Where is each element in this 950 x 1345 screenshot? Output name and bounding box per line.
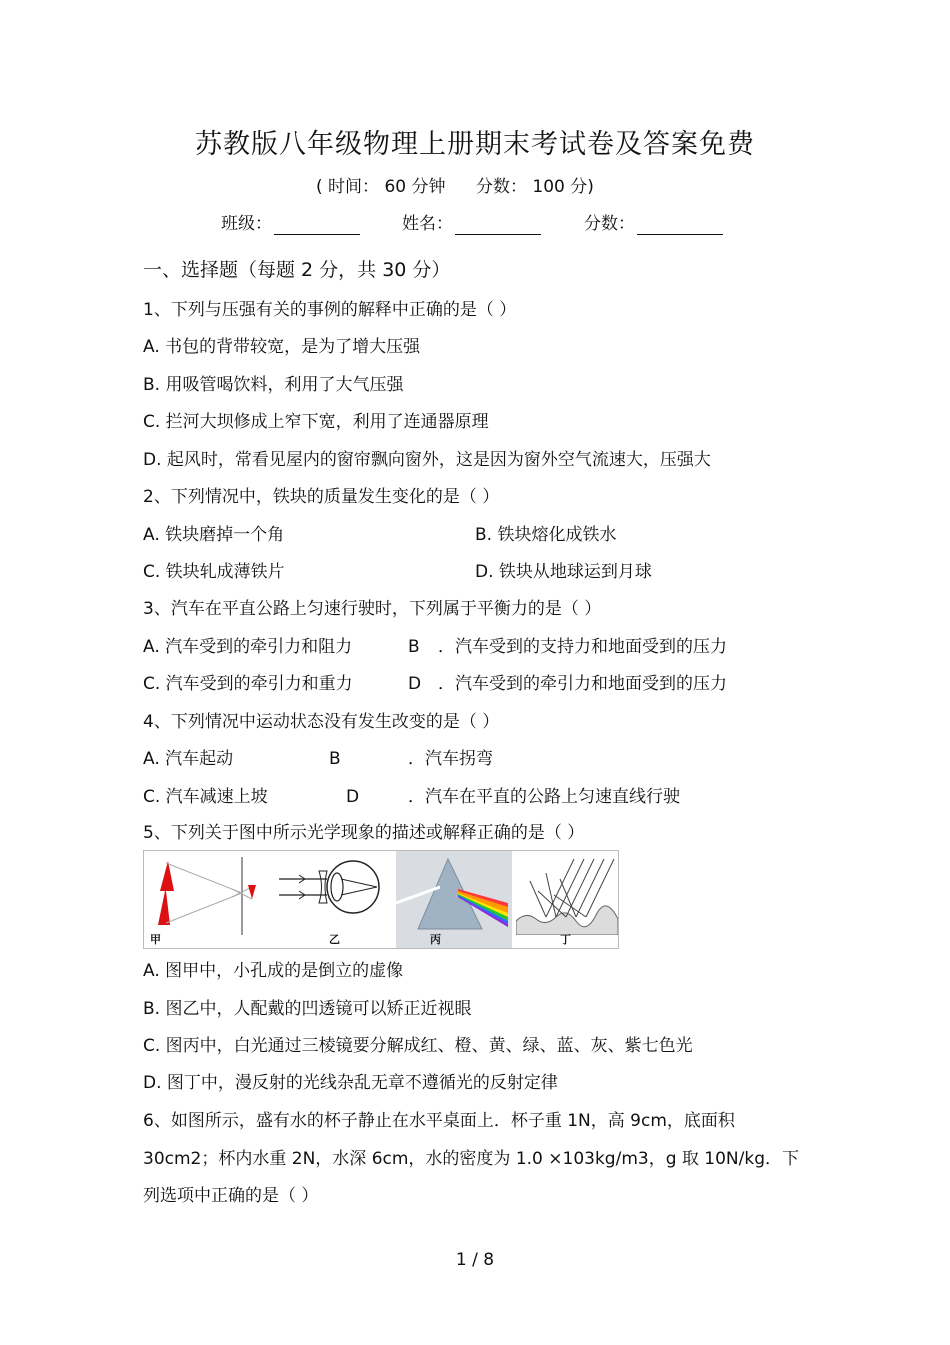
pinhole-diagram: [144, 851, 264, 948]
question-3-option-d-letter: D: [408, 674, 422, 694]
question-2-option-d: D. 铁块从地球运到月球: [475, 562, 652, 582]
exam-time: ( 时间： 60 分钟: [316, 177, 446, 197]
optics-figure: [143, 850, 619, 949]
question-1-option-c: C. 拦河大坝修成上窄下宽，利用了连通器原理: [143, 412, 489, 432]
question-3-stem: 3、汽车在平直公路上匀速行驶时，下列属于平衡力的是（ ）: [143, 599, 602, 619]
question-2-option-c: C. 铁块轧成薄铁片: [143, 562, 285, 582]
question-6-line-2: 30cm2；杯内水重 2N，水深 6cm，水的密度为 1.0 ×103kg/m3，g 取 10N/kg．下: [143, 1149, 800, 1169]
question-1-option-b: B. 用吸管喝饮料，利用了大气压强: [143, 375, 404, 395]
question-4-option-c: C. 汽车减速上坡: [143, 787, 268, 807]
question-3-option-c: C. 汽车受到的牵引力和重力: [143, 674, 353, 694]
question-5-stem: 5、下列关于图中所示光学现象的描述或解释正确的是（ ）: [143, 823, 585, 843]
question-5-option-c: C. 图丙中，白光通过三棱镜要分解成红、橙、黄、绿、蓝、灰、紫七色光: [143, 1036, 693, 1056]
question-3-option-b: ．汽车受到的支持力和地面受到的压力: [438, 637, 727, 657]
exam-score: 分数： 100 分): [476, 177, 594, 197]
class-field: [221, 213, 360, 235]
question-4-option-a: A. 汽车起动: [143, 749, 234, 769]
question-4-option-b: ．汽车拐弯: [408, 749, 493, 769]
page-number: 1 / 8: [455, 1250, 495, 1270]
caption-bing: 丙: [430, 933, 441, 946]
prism-diagram: [396, 851, 512, 935]
figure-panel-bing: [396, 851, 512, 948]
figure-panel-ding: [516, 851, 618, 948]
question-4-option-b-letter: B: [329, 749, 341, 769]
question-2-stem: 2、下列情况中，铁块的质量发生变化的是（ ）: [143, 487, 500, 507]
question-6-line-3: 列选项中正确的是（ ）: [143, 1186, 319, 1206]
name-field: [402, 213, 541, 235]
question-2-option-a: A. 铁块磨掉一个角: [143, 525, 285, 545]
caption-jia: 甲: [150, 933, 161, 946]
section-heading: 一、选择题（每题 2 分，共 30 分）: [143, 259, 451, 281]
question-1-option-a: A. 书包的背带较宽，是为了增大压强: [143, 337, 421, 357]
question-4-option-d-letter: D: [346, 787, 360, 807]
question-5-option-d: D. 图丁中，漫反射的光线杂乱无章不遵循光的反射定律: [143, 1073, 558, 1093]
question-4-option-d: ．汽车在平直的公路上匀速直线行驶: [408, 787, 680, 807]
class-label: 班级：: [221, 214, 272, 234]
question-1-stem: 1、下列与压强有关的事例的解释中正确的是（ ）: [143, 300, 517, 320]
question-2-option-b: B. 铁块熔化成铁水: [475, 525, 617, 545]
score-field: [584, 213, 723, 235]
question-3-option-d: ．汽车受到的牵引力和地面受到的压力: [438, 674, 727, 694]
page-title: 苏教版八年级物理上册期末考试卷及答案免费: [195, 129, 755, 160]
question-5-option-b: B. 图乙中，人配戴的凹透镜可以矫正近视眼: [143, 999, 472, 1019]
name-label: 姓名：: [402, 214, 453, 234]
name-blank[interactable]: [455, 216, 541, 235]
caption-ding: 丁: [560, 933, 571, 946]
diffuse-reflection-diagram: [516, 851, 618, 935]
question-3-option-b-letter: B: [408, 637, 420, 657]
question-6-line-1: 6、如图所示，盛有水的杯子静止在水平桌面上．杯子重 1N，高 9cm，底面积: [143, 1111, 735, 1131]
question-5-option-a: A. 图甲中，小孔成的是倒立的虚像: [143, 961, 404, 981]
question-1-option-d: D. 起风时，常看见屋内的窗帘飘向窗外，这是因为窗外空气流速大，压强大: [143, 450, 711, 470]
figure-panel-jia: [144, 851, 264, 948]
caption-yi: 乙: [329, 933, 340, 946]
figure-panel-yi: [269, 851, 394, 948]
question-4-stem: 4、下列情况中运动状态没有发生改变的是（ ）: [143, 712, 500, 732]
score-blank[interactable]: [637, 216, 723, 235]
question-3-option-a: A. 汽车受到的牵引力和阻力: [143, 637, 353, 657]
score-label: 分数：: [584, 214, 635, 234]
class-blank[interactable]: [274, 216, 360, 235]
